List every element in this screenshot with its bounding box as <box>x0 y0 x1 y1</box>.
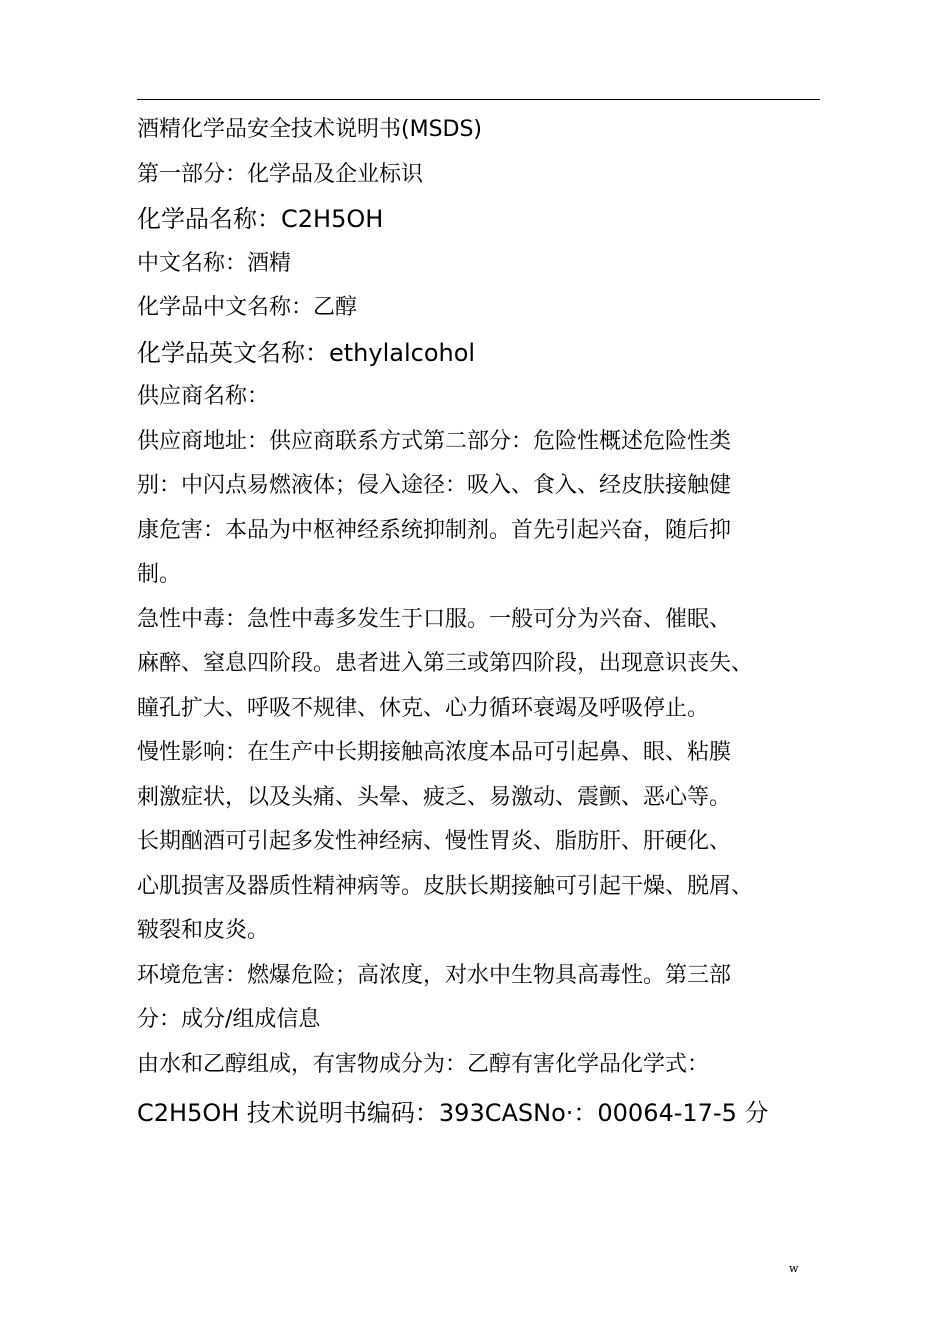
text-line: 分：成分/组成信息 <box>137 1007 321 1032</box>
text-line: 急性中毒：急性中毒多发生于口服。一般可分为兴奋、催眠、 <box>137 606 732 632</box>
text-line: 化学品英文名称：ethylalcohol <box>137 338 476 367</box>
text-line: C2H5OH 技术说明书编码：393CASNo·：00064-17-5 分 <box>137 1099 769 1127</box>
text-line: 由水和乙醇组成，有害物成分为：乙醇有害化学品化学式： <box>137 1051 710 1077</box>
text-line: 康危害：本品为中枢神经系统抑制剂。首先引起兴奋，随后抑 <box>137 517 732 543</box>
text-line: 供应商地址：供应商联系方式第二部分：危险性概述危险性类 <box>137 428 732 454</box>
footer-mark: w <box>789 1262 799 1275</box>
text-line: 心肌损害及器质性精神病等。皮肤长期接触可引起干燥、脱屑、 <box>137 873 754 899</box>
text-line: 皲裂和皮炎。 <box>137 918 270 943</box>
text-line: 化学品中文名称：乙醇 <box>137 295 358 320</box>
document-body <box>137 108 820 1139</box>
text-line: 环境危害：燃爆危险；高浓度，对水中生物具高毒性。第三部 <box>137 962 732 988</box>
text-line: 麻醉、窒息四阶段。患者进入第三或第四阶段，出现意识丧失、 <box>137 651 754 676</box>
text-line: 供应商名称： <box>137 384 270 409</box>
text-line: 中文名称：酒精 <box>137 250 292 276</box>
text-line: 别：中闪点易燃液体；侵入途径：吸入、食入、经皮肤接触健 <box>137 473 732 498</box>
text-line: 化学品名称：C2H5OH <box>137 205 384 233</box>
text-line: 慢性影响：在生产中长期接触高浓度本品可引起鼻、眼、粘膜 <box>137 740 732 765</box>
text-line: 瞳孔扩大、呼吸不规律、休克、心力循环衰竭及呼吸停止。 <box>137 695 710 721</box>
document-title: 酒精化学品安全技术说明书(MSDS) <box>137 117 483 142</box>
section-heading-part-1: 第一部分：化学品及企业标识 <box>137 161 424 187</box>
text-line: 长期酗酒可引起多发性神经病、慢性胃炎、脂肪肝、肝硬化、 <box>137 829 732 854</box>
text-line: 制。 <box>137 562 182 587</box>
header-rule <box>137 99 820 100</box>
text-line: 刺激症状，以及头痛、头晕、疲乏、易激动、震颤、恶心等。 <box>137 784 732 810</box>
